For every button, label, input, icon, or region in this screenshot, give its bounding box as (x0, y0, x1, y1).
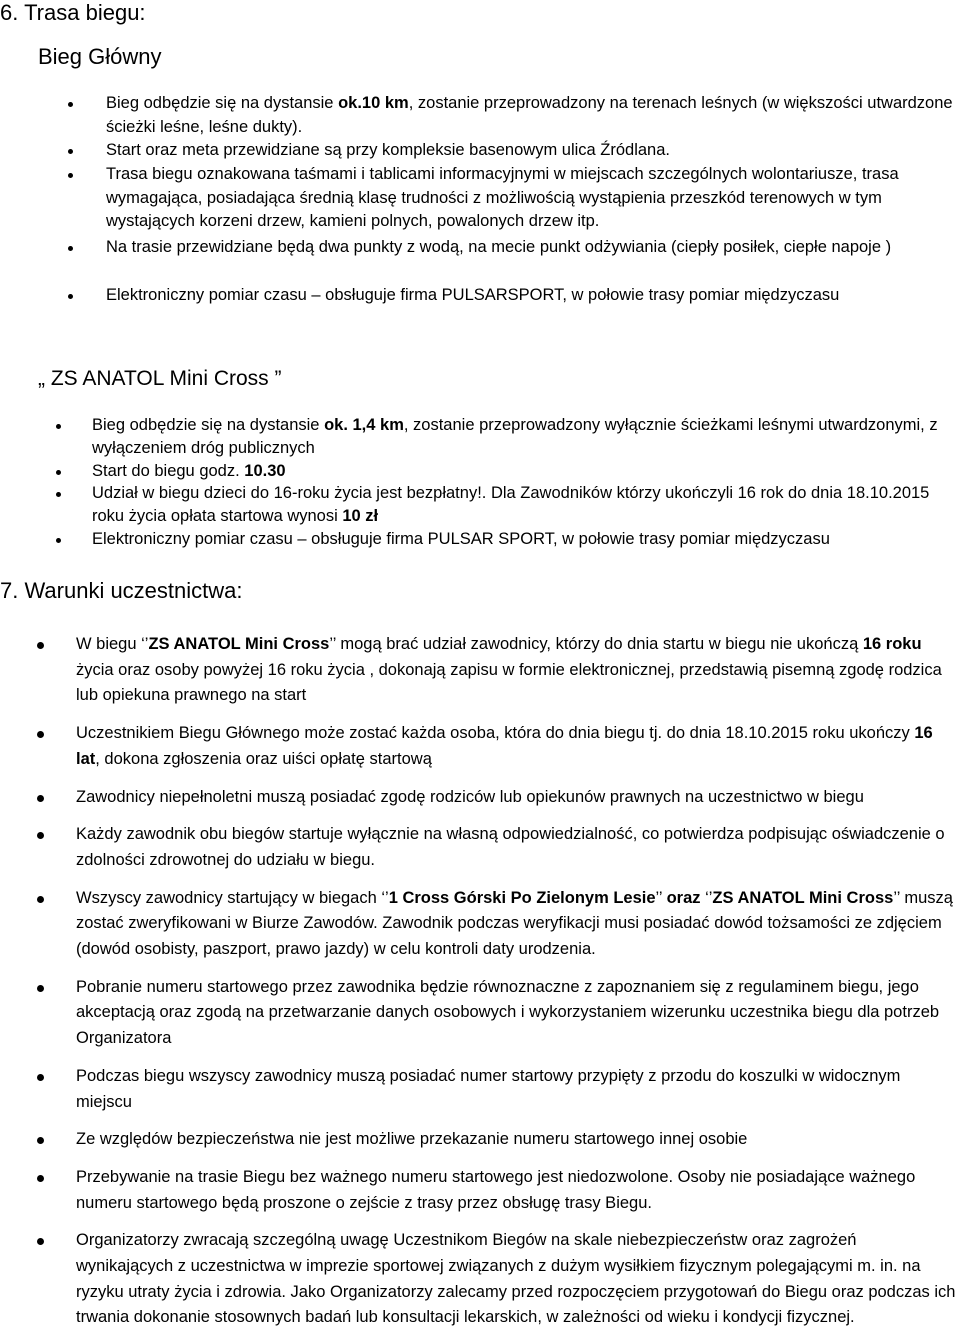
bold-text-run: ZS ANATOL Mini Cross (712, 888, 894, 907)
bullet-icon (37, 642, 44, 649)
text-run: Trasa biegu oznakowana taśmami i tablicami informacyjnymi w miejscach szczególnych wolontariusze, trasa wymagająca, posiadająca średnią klasę trudności z możliwością wystąpienia przeszkód terenowych w tym wystających korzeni drzew, kamieni polnych, powalonych drzew itp. (106, 165, 899, 231)
text-run: Wszyscy zawodnicy startujący w biegach ‘’ (76, 888, 389, 907)
list-item-text (106, 94, 953, 136)
participation-list (76, 632, 956, 1331)
text-run: Podczas biegu wszyscy zawodnicy muszą posiadać numer startowy przypięty z przodu do koszulki w widocznym miejscu (76, 1066, 901, 1111)
bullet-icon (68, 294, 73, 299)
bold-text-run: ok. (338, 94, 362, 112)
list-item-text (92, 416, 938, 457)
list-item (106, 236, 956, 284)
text-run: Zawodnicy niepełnoletni muszą posiadać zgodę rodziców lub opiekunów prawnych na uczestnictwo w biegu (76, 787, 864, 806)
bullet-icon (56, 538, 61, 543)
list-item-text (76, 825, 945, 869)
list-item (76, 886, 956, 963)
bullet-icon (56, 470, 61, 475)
text-run: Organizatorzy zwracają szczególną uwagę Uczestnikom Biegów na skale niebezpieczeństw oraz zagrożeń wynikających z uczestnictwa w imprezie sportowej związanych z dużym wysiłkiem fizycznym polegającymi m. in. na ryzyku utraty życia i zdrowia. Jako Organizatorzy zalecamy przed rozpoczęciem przygotowań do Biegu oraz podczas ich trwania dokonanie stosownych badań lub konsultacji lekarskich, w zależności od wieku i kondycji fizycznej. (76, 1231, 956, 1327)
text-run: ’’ (655, 888, 667, 907)
bold-text-run: ZS ANATOL Mini Cross (148, 635, 330, 653)
bullet-icon (37, 896, 44, 903)
text-run: ‘’ (705, 888, 713, 907)
list-item-text (106, 238, 891, 256)
list-item (76, 632, 956, 709)
section-6-heading: 6. Trasa biegu: (0, 0, 146, 25)
text-run: Elektroniczny pomiar czasu – obsługuje firma PULSAR SPORT, w połowie trasy pomiar międzyczasu (92, 530, 830, 548)
bold-text-run: 16 roku (862, 635, 922, 653)
text-run: Udział w biegu dzieci do 16-roku życia jest bezpłatny!. Dla Zawodników którzy ukończyli 16 rok do dnia 18.10.2015 roku życia opłata startowa wynosi (92, 484, 930, 525)
list-item-text (76, 788, 864, 806)
text-run: Na trasie przewidziane będą dwa punkty z wodą, na mecie punkt odżywiania (ciepły posiłek, ciepłe napoje ) (106, 238, 892, 256)
text-run: W biegu ‘’ (76, 635, 149, 653)
list-item-text (106, 165, 899, 230)
text-run: Każdy zawodnik obu biegów startuje wyłącznie na własną odpowiedzialność, co potwierdza podpisując oświadczenie o zdolności zdrowotnej do udziału w biegu. (76, 825, 945, 869)
text-run: Bieg odbędzie się na dystansie (92, 416, 325, 434)
text-run: ’’ muszą zostać zweryfikowani w Biurze Zawodów. Zawodnik podczas weryfikacji musi posiadać dowód tożsamości ze zdjęciem (dowód osobisty, paszport, prawo jazdy) w celu kontroli daty urodzenia. (76, 888, 953, 959)
text-run: Uczestnikiem Biegu Głównego może zostać każda osoba, która do dnia biegu tj. do dnia 18.10.2015 roku ukończy (76, 724, 915, 743)
bullet-icon (68, 173, 73, 178)
list-item (106, 92, 956, 139)
bold-text-run: 16 lat (76, 724, 933, 768)
list-item-text (106, 286, 839, 304)
list-item (106, 284, 956, 332)
list-item-text (76, 1067, 900, 1111)
list-item-text (76, 1168, 915, 1212)
bullet-icon (37, 731, 44, 738)
list-item (76, 1228, 956, 1331)
bullet-icon (68, 102, 73, 107)
list-item (76, 721, 956, 772)
bullet-icon (68, 149, 73, 154)
bold-text-run: 10 km (361, 94, 409, 112)
bullet-icon (37, 832, 44, 839)
section-7-heading: 7. Warunki uczestnictwa: (0, 578, 243, 603)
list-item-text (76, 724, 933, 768)
list-item-text (92, 530, 830, 548)
bullet-icon (37, 795, 44, 802)
list-item (76, 1127, 956, 1153)
bullet-icon (37, 1074, 44, 1081)
list-item-text (76, 1130, 747, 1148)
text-run: Przebywanie na trasie Biegu bez ważnego numeru startowego jest niedozwolone. Osoby nie posiadające ważnego numeru startowego będą proszone o zejście z trasy przez obsługę trasy Biegu. (76, 1167, 916, 1212)
bullet-icon (56, 492, 61, 497)
list-item (92, 528, 958, 552)
text-run: , zostanie przeprowadzony wyłącznie ścieżkami leśnymi utwardzonymi, z wyłączeniem dróg publicznych (92, 416, 938, 457)
bold-text-run: 10 zł (342, 506, 379, 525)
text-run: Elektroniczny pomiar czasu – obsługuje firma PULSARSPORT, w połowie trasy pomiar międzyczasu (106, 286, 840, 304)
main-run-list (106, 92, 956, 332)
mini-cross-heading: „ ZS ANATOL Mini Cross ” (38, 367, 282, 390)
bold-text-run: ok. 1,4 km (324, 416, 404, 434)
list-item-text (76, 635, 942, 704)
bold-text-run: 1 Cross Górski Po Zielonym Lesie (388, 888, 656, 907)
list-item (76, 785, 956, 811)
bullet-icon (56, 424, 61, 429)
list-item (92, 460, 958, 482)
text-run: Ze względów bezpieczeństwa nie jest możliwe przekazanie numeru startowego innej osobie (76, 1130, 748, 1149)
list-item-text (92, 462, 286, 480)
mini-cross-list (92, 414, 958, 552)
list-item (92, 414, 958, 460)
list-item (76, 822, 956, 873)
bold-text-run: 10.30 (244, 462, 286, 480)
list-item (76, 975, 956, 1052)
bold-text-run: oraz (666, 888, 706, 907)
list-item-text (106, 141, 670, 159)
list-item (76, 1064, 956, 1115)
list-item-text (76, 978, 939, 1047)
bullet-icon (37, 985, 44, 992)
list-item (76, 1165, 956, 1216)
text-run: Pobranie numeru startowego przez zawodnika będzie równoznaczne z zapoznaniem się z regulaminem biegu, jego akceptacją oraz zgodą na przetwarzanie danych osobowych i wykorzystaniem wizerunku uczestnika biegu dla potrzeb Organizatora (76, 977, 940, 1048)
list-item-text (76, 889, 953, 958)
text-run: , zostanie przeprowadzony na terenach leśnych (w większości utwardzone ścieżki leśne, leśne dukty). (106, 94, 953, 136)
list-item-text (92, 484, 929, 525)
main-run-heading: Bieg Główny (38, 44, 162, 69)
bullet-icon (37, 1175, 44, 1182)
list-item (92, 482, 958, 528)
text-run: ’’ mogą brać udział zawodnicy, którzy do dnia startu w biegu nie ukończą (329, 635, 863, 653)
bullet-icon (37, 1137, 44, 1144)
list-item (106, 139, 956, 163)
bullet-icon (68, 246, 73, 251)
text-run: Start oraz meta przewidziane są przy kompleksie basenowym ulica Źródlana. (106, 141, 670, 159)
text-run: , dokona zgłoszenia oraz uiści opłatę startową (95, 749, 432, 768)
text-run: Bieg odbędzie się na dystansie (106, 94, 339, 112)
list-item (106, 163, 956, 236)
text-run: życia oraz osoby powyżej 16 roku życia , dokonają zapisu w formie elektronicznej, przedstawią pisemną zgodę rodzica lub opiekuna prawnego na start (76, 660, 942, 705)
list-item-text (76, 1231, 955, 1326)
bullet-icon (37, 1238, 44, 1245)
text-run: Start do biegu godz. (92, 462, 245, 480)
